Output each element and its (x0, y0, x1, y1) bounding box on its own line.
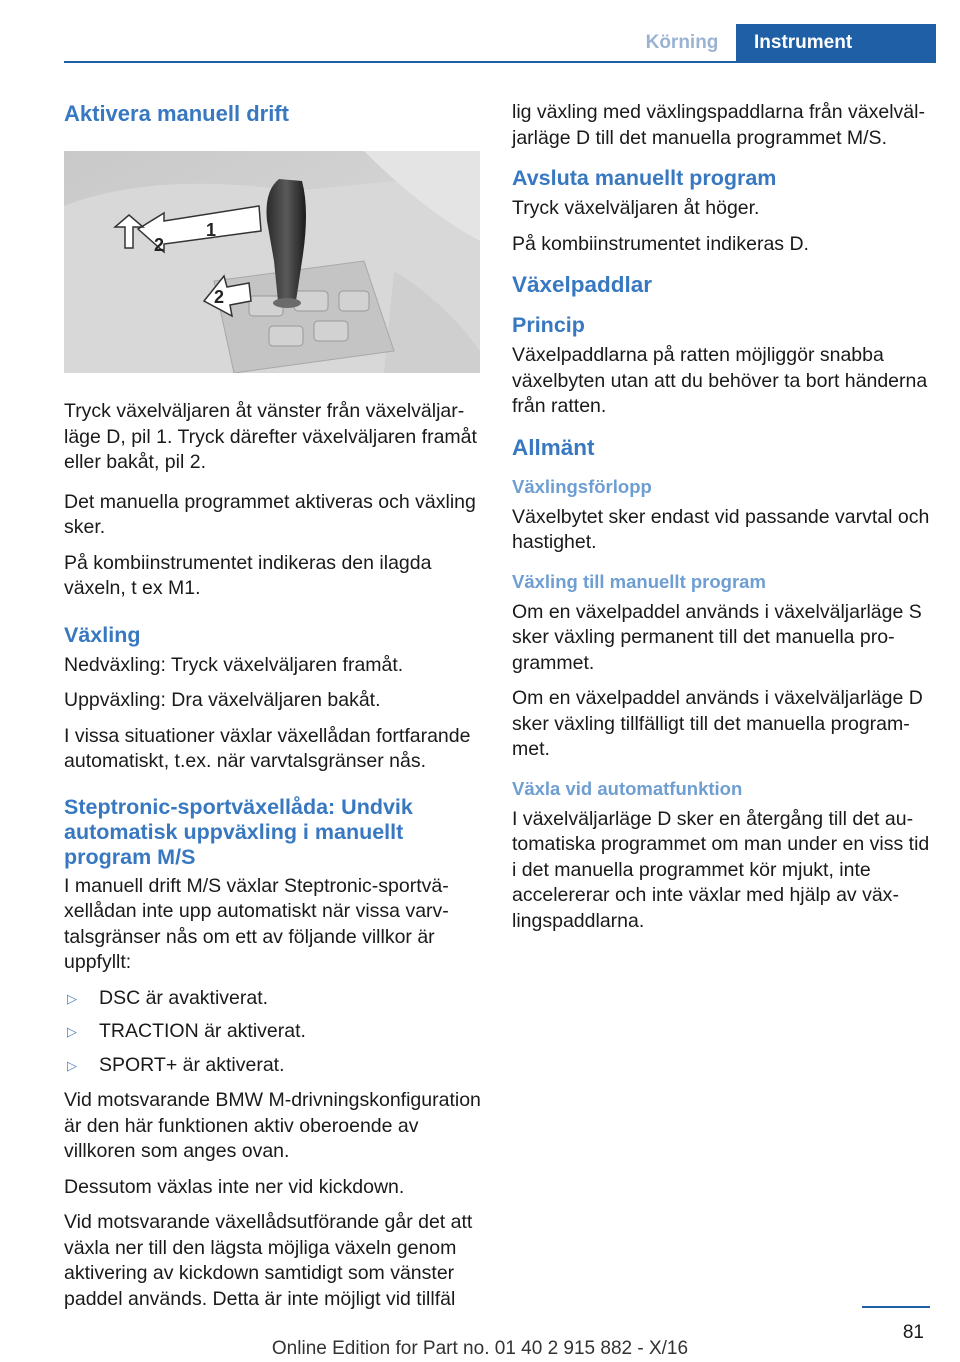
paragraph: Uppväxling: Dra växelväljaren bakåt. (64, 689, 381, 711)
paragraph: Växelbytet sker endast vid passande varvtal och hastighet. (512, 505, 930, 553)
paragraph: Om en växelpaddel används i växelväljarläge S sker växling permanent till det manuella programmet. (512, 600, 922, 674)
paragraph: I vissa situationer växlar växellådan fortfarande automatiskt, t.ex. när varvtalsgränser nås. (64, 724, 471, 772)
page-number: 81 (902, 1322, 924, 1343)
paragraph: Vid motsvarande BMW M-drivningskonfiguration är den här funktionen aktiv oberoende av villkoren som anges ovan. (64, 1089, 481, 1162)
subsection-title-automat: Växla vid automatfunktion (512, 777, 743, 799)
paragraph: På kombiinstrumentet indikeras D. (512, 232, 809, 255)
page-header (0, 0, 960, 62)
paragraph: I växelväljarläge D sker en återgång till det automatiska programmet om man under en viss tid i det manuella programmet kör mjukt, inte accelererar och inte växlar med hjälp av växlingspaddlarna. (512, 807, 930, 932)
list-item (64, 986, 482, 1012)
figure-label-2-bottom: 2 (214, 287, 225, 307)
figure-label-2-top: 2 (154, 235, 165, 255)
list-item-text: DSC är avaktiverat. (99, 986, 269, 1009)
tab-korning[interactable]: Körning (645, 32, 719, 53)
section-title-steptronic: Steptronic-sportväxellåda: Undvik automatisk uppväxling i manuellt program M/S (64, 794, 413, 869)
tab-instrument[interactable]: Instrument (736, 24, 936, 62)
triangle-bullet-icon: ▷ (67, 1024, 77, 1039)
list-item-text: SPORT+ är aktiverat. (99, 1053, 285, 1076)
section-title-vaxling: Växling (64, 622, 141, 647)
paragraph: lig växling med växlingspaddlarna från växelväljarläge D till det manuella programmet M/S. (512, 101, 925, 149)
list-item (64, 1053, 482, 1079)
section-title-aktivera: Aktivera manuell drift (64, 101, 289, 126)
paragraph: Tryck växelväljaren åt vänster från växelväljarläge D, pil 1. Tryck därefter växelväljaren framåt eller bakåt, pil 2. (64, 400, 477, 473)
section-title-princip: Princip (512, 313, 585, 337)
conditions-list (64, 986, 482, 1079)
gear-selector-illustration (64, 151, 480, 373)
paragraph: Tryck växelväljaren åt höger. (512, 197, 760, 219)
left-column (64, 100, 482, 1322)
list-item (64, 1019, 482, 1045)
section-title-allmant: Allmänt (512, 434, 595, 460)
right-column (512, 100, 930, 944)
page-number-rule (862, 1306, 930, 1308)
triangle-bullet-icon: ▷ (67, 1057, 77, 1073)
paragraph: Vid motsvarande växellådsutförande går det att växla ner till den lägsta möjliga växeln genom aktivering av kickdown samtidigt som vänster paddel används. Detta är inte möjligt vid tillfäl (64, 1211, 473, 1310)
paragraph: Växelpaddlarna på ratten möjliggör snabba växelbyten utan att du behöver ta bort händerna från ratten. (512, 344, 928, 417)
gear-selector-drawing (64, 151, 480, 373)
triangle-bullet-icon: ▷ (67, 990, 77, 1006)
section-title-avsluta: Avsluta manuellt program (512, 166, 777, 190)
footer-edition-text: Online Edition for Part no. 01 40 2 915 882 - X/16 (271, 1338, 689, 1359)
paragraph: Det manuella programmet aktiveras och växling sker. (64, 490, 476, 538)
list-item-text: TRACTION är aktiverat. (99, 1020, 306, 1042)
paragraph: Om en växelpaddel används i växelväljarläge D sker växling tillfälligt till det manuella programmet. (512, 687, 923, 760)
paragraph: Dessutom växlas inte ner vid kickdown. (64, 1175, 405, 1198)
subsection-title-manuellt: Växling till manuellt program (512, 570, 766, 592)
paragraph: Nedväxling: Tryck växelväljaren framåt. (64, 653, 404, 676)
figure-label-1: 1 (206, 220, 217, 240)
section-title-vaxelpaddlar: Växelpaddlar (512, 272, 653, 297)
paragraph: I manuell drift M/S växlar Steptronic-sportväxellådan inte upp automatiskt när vissa varvtalsgränser nås om ett av följande villkor är uppfyllt: (64, 874, 449, 973)
header-rule (64, 61, 936, 63)
paragraph: På kombiinstrumentet indikeras den ilagda växeln, t ex M1. (64, 551, 432, 599)
subsection-title-forlopp: Växlingsförlopp (512, 475, 652, 497)
